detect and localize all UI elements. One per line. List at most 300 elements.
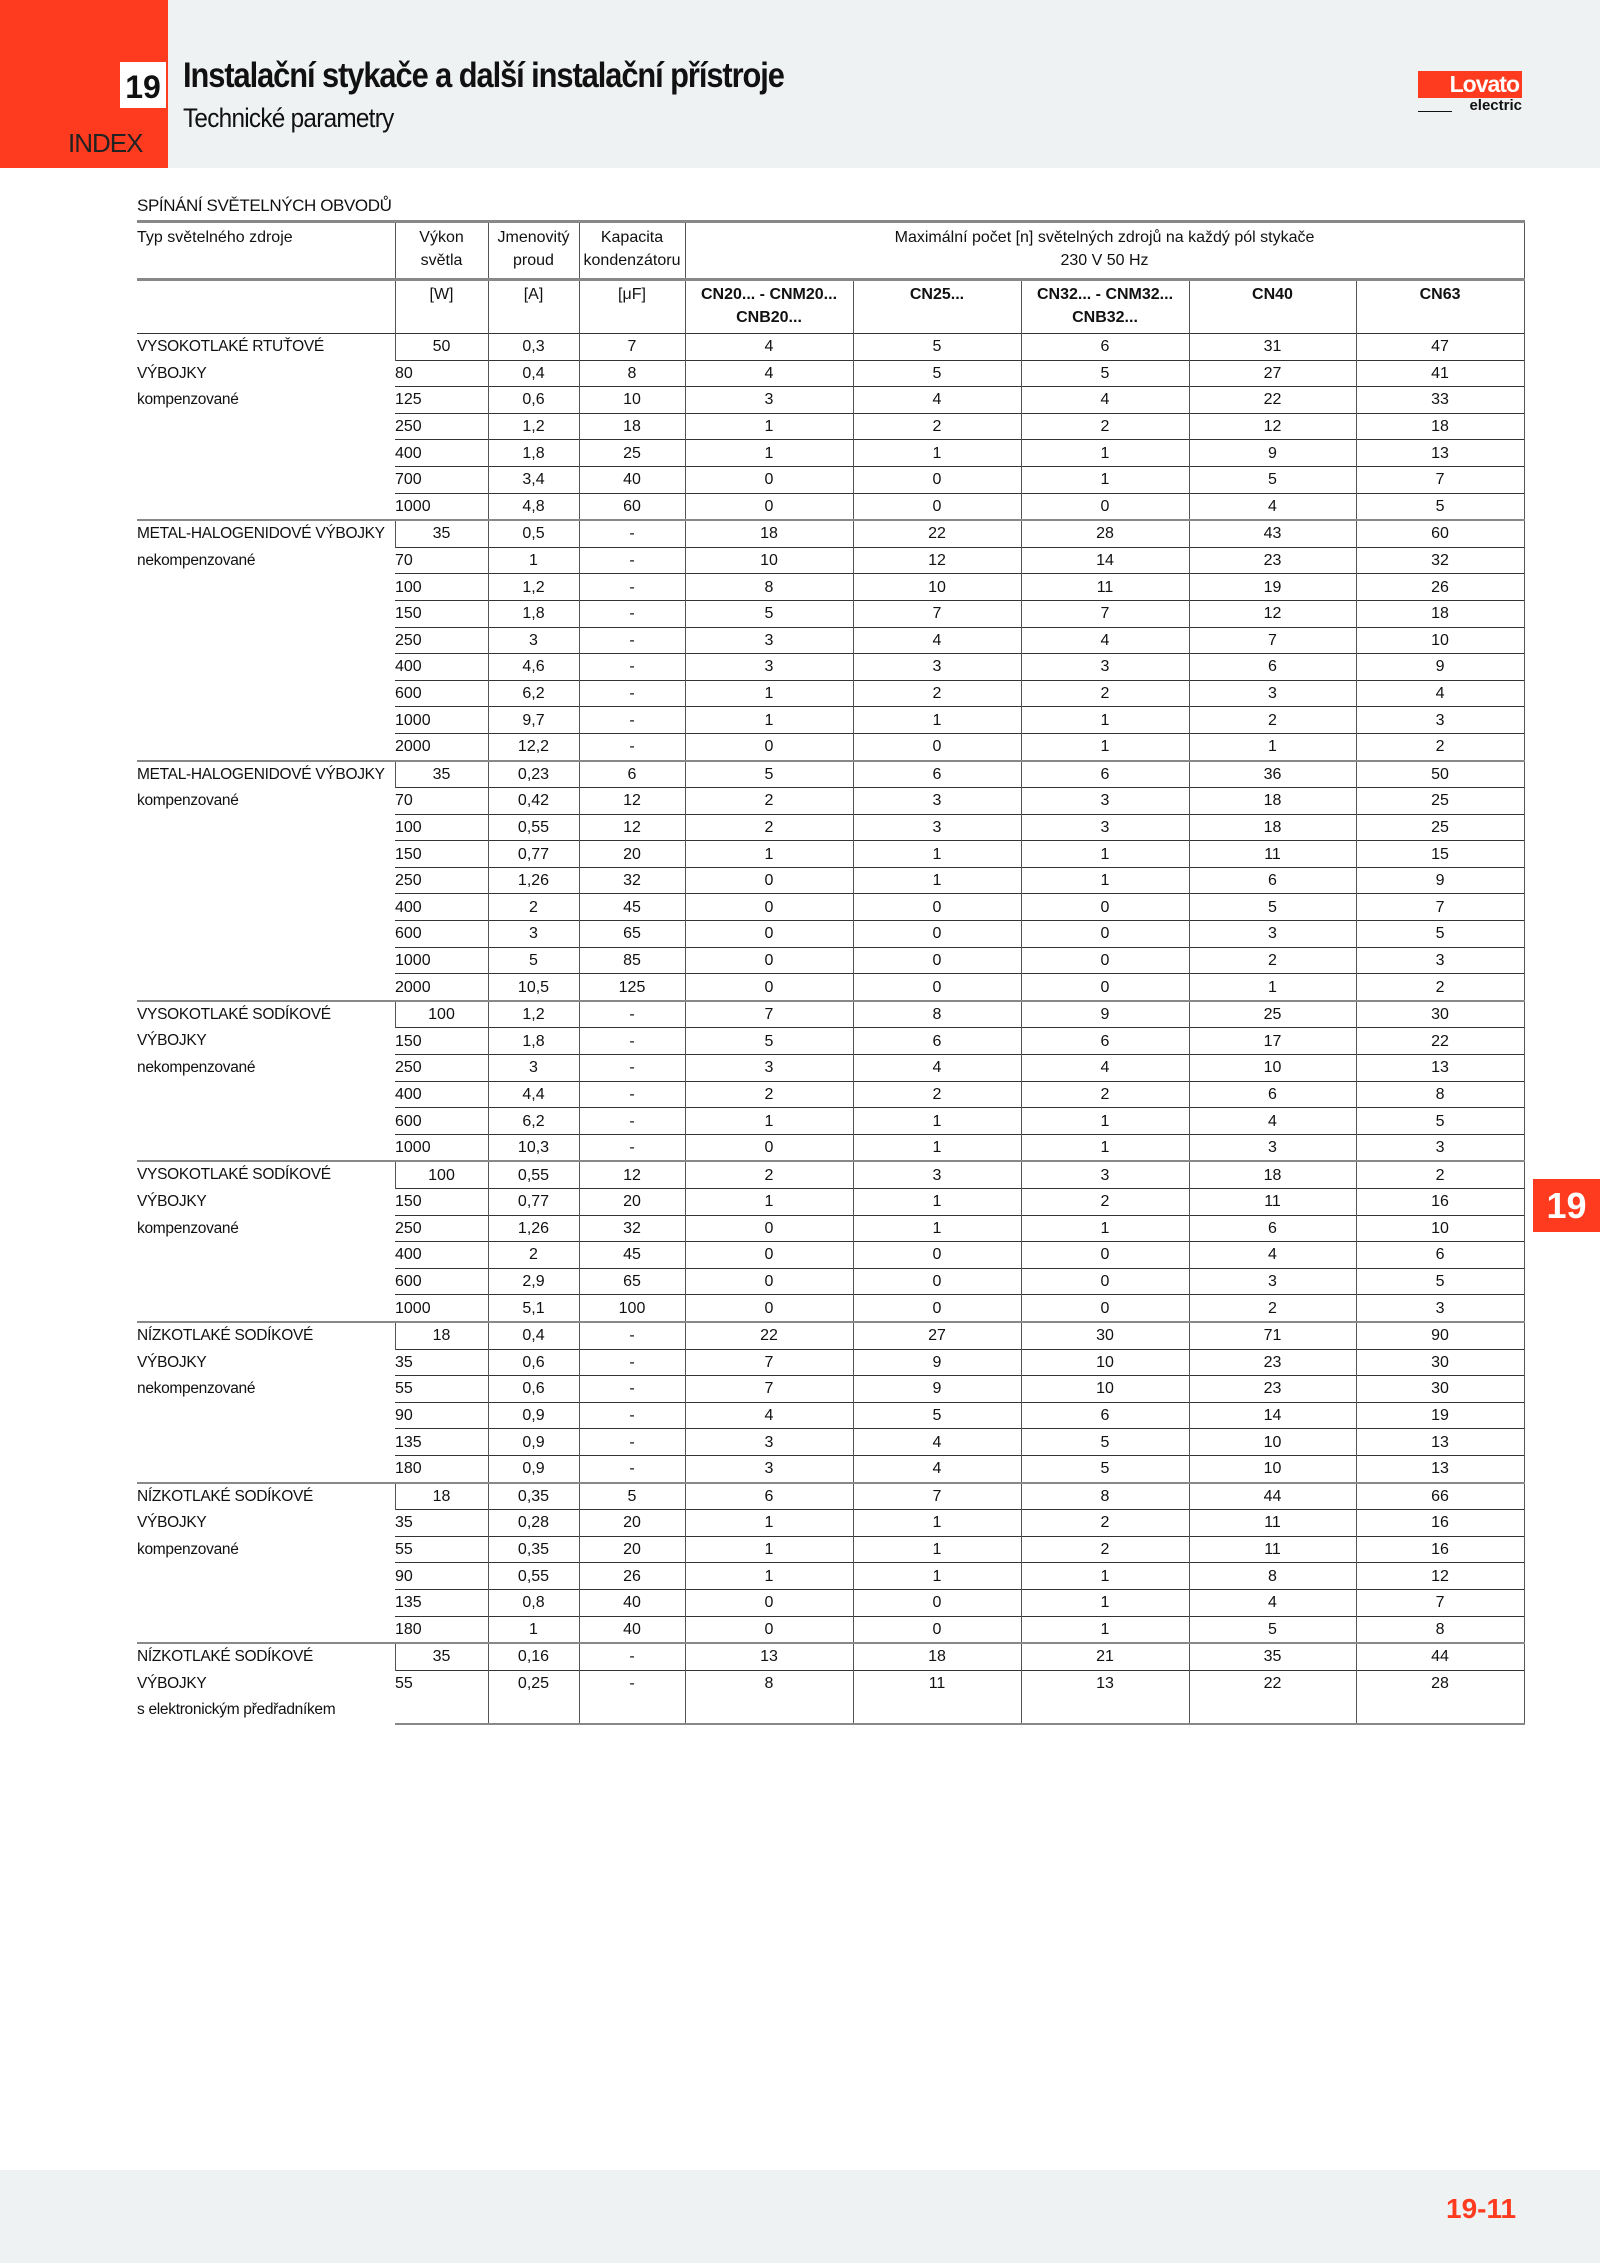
lamp-type-line: nekompenzované [137,1380,256,1398]
table-cell: 0,6 [488,387,579,414]
table-cell: 1 [853,867,1021,894]
table-cell: 1 [853,841,1021,868]
table-cell: 1 [1021,1108,1189,1135]
table-cell: 10 [1021,1349,1189,1376]
table-cell: 1 [685,1563,853,1590]
table-cell: 85 [579,947,685,974]
table-cell: 35 [395,520,488,547]
table-cell: 135 [395,1589,488,1616]
table-cell: 3 [1356,1134,1524,1161]
table-cell: 7 [1356,894,1524,921]
table-cell: 7 [1356,1589,1524,1616]
table-cell: 65 [579,1268,685,1295]
table-cell: 3 [853,788,1021,815]
table-cell: 23 [1189,1376,1356,1403]
table-cell: 6 [1189,1215,1356,1242]
table-cell: 250 [395,413,488,440]
table-cell: 4 [1021,627,1189,654]
table-cell: 13 [1356,1455,1524,1482]
table-cell: 12 [1356,1563,1524,1590]
table-cell: 4 [1189,1589,1356,1616]
table-cell: 2 [488,894,579,921]
lamp-type-line: VÝBOJKY [137,364,207,382]
table-cell: 4 [685,334,853,361]
table-cell: 400 [395,440,488,467]
table-cell: 23 [1189,1349,1356,1376]
table-cell: 2 [1189,707,1356,734]
logo-sub: electric [1418,98,1522,114]
table-cell: 18 [395,1483,488,1510]
table-cell: 12 [579,788,685,815]
table-cell: 4 [1356,680,1524,707]
table-cell: 0 [685,1616,853,1643]
table-cell: 1 [685,841,853,868]
table-cell: 8 [1021,1483,1189,1510]
section-title: SPÍNÁNÍ SVĚTELNÝCH OBVODŮ [137,196,392,215]
table-cell: 0 [853,493,1021,520]
table-cell: 700 [395,466,488,493]
table-cell: 0,4 [488,360,579,387]
table-cell: 0 [853,921,1021,948]
table-cell: 400 [395,1081,488,1108]
table-cell: 0,16 [488,1643,579,1670]
table-cell: 21 [1021,1643,1189,1670]
table-cell: 1000 [395,1295,488,1322]
table-cell: 43 [1189,520,1356,547]
table-cell: 0 [685,1295,853,1322]
table-cell: 4 [1189,1242,1356,1269]
table-cell: 1,26 [488,867,579,894]
table-cell: 35 [395,1349,488,1376]
table-cell: 18 [1189,814,1356,841]
page-subtitle: Technické parametry [183,103,394,133]
table-cell: 0,42 [488,788,579,815]
table-cell: 3 [1356,707,1524,734]
table-cell: 1000 [395,1134,488,1161]
table-cell: 5 [1021,360,1189,387]
lighting-circuits-table [137,220,1525,1725]
table-cell: 0 [853,1268,1021,1295]
table-cell: 12,2 [488,733,579,760]
lamp-type-label [137,761,395,1001]
table-cell: 1 [685,1510,853,1537]
table-cell: 13 [1021,1670,1189,1724]
table-cell: 8 [685,1670,853,1724]
table-cell: 0,77 [488,841,579,868]
table-cell: 18 [1189,1161,1356,1188]
table-cell: 400 [395,894,488,921]
lamp-type-line: VYSOKOTLAKÉ SODÍKOVÉ [137,1005,331,1023]
table-cell: 18 [1189,788,1356,815]
lamp-type-label [137,520,395,760]
table-cell: 150 [395,841,488,868]
table-cell: 7 [685,1349,853,1376]
table-cell: 3 [1189,1268,1356,1295]
table-cell: 0,28 [488,1510,579,1537]
table-cell: 44 [1356,1643,1524,1670]
page-title: Instalační stykače a další instalační přístroje [183,56,784,95]
lamp-type-label [137,1483,395,1644]
table-cell: 1 [1021,1563,1189,1590]
header-power: Výkon světla [395,222,488,280]
table-cell: 27 [1189,360,1356,387]
table-cell: 0 [1021,894,1189,921]
lamp-type-line: VYSOKOTLAKÉ RTUŤOVÉ [137,338,324,355]
table-row [137,1643,1524,1670]
table-cell: 11 [1021,574,1189,601]
table-cell: 65 [579,921,685,948]
table-cell: 55 [395,1376,488,1403]
table-cell: 12 [1189,600,1356,627]
table-cell: 150 [395,1028,488,1055]
lamp-type-line: VÝBOJKY [137,1032,207,1050]
table-cell: 2 [853,413,1021,440]
table-cell: 60 [1356,520,1524,547]
table-cell: 1 [685,1189,853,1216]
table-cell: 0 [853,1295,1021,1322]
table-cell: 4 [1021,1055,1189,1082]
table-cell: 25 [1356,814,1524,841]
lamp-type-line: VÝBOJKY [137,1353,207,1371]
table-cell: 30 [1021,1322,1189,1349]
table-cell: 4 [1189,1108,1356,1135]
table-cell: 27 [853,1322,1021,1349]
table-cell: 0,6 [488,1349,579,1376]
table-cell: 1,8 [488,1028,579,1055]
table-cell: 5 [488,947,579,974]
table-cell: 3 [1021,654,1189,681]
lamp-type-line: kompenzované [137,391,239,409]
table-cell: - [579,1429,685,1456]
table-cell: 5 [1356,921,1524,948]
table-cell: 6 [1021,761,1189,788]
logo-brand: Lovato [1418,71,1522,98]
table-cell: 3 [853,654,1021,681]
table-cell: 1000 [395,947,488,974]
table-cell: 10,5 [488,974,579,1001]
table-cell: 1 [1021,1589,1189,1616]
table-cell: 4,6 [488,654,579,681]
table-cell: - [579,1108,685,1135]
table-cell: 33 [1356,387,1524,414]
table-cell: 70 [395,547,488,574]
table-cell: 11 [1189,1536,1356,1563]
table-cell: 12 [1189,413,1356,440]
table-cell: 10 [1189,1055,1356,1082]
table-cell: 80 [395,360,488,387]
table-cell: 3 [1356,947,1524,974]
table-cell: 3 [685,387,853,414]
table-cell: 22 [685,1322,853,1349]
table-cell: 1 [853,1563,1021,1590]
table-cell: 2 [1021,680,1189,707]
table-cell: 5 [853,1402,1021,1429]
table-cell: 18 [579,413,685,440]
table-cell: 0 [853,894,1021,921]
chapter-number: 19 [120,62,166,108]
table-cell: 2 [1021,1536,1189,1563]
table-cell: 3 [685,1455,853,1482]
table-cell: 2 [1021,1081,1189,1108]
table-cell: 7 [1189,627,1356,654]
table-cell: 1 [853,1215,1021,1242]
table-cell: 3 [1189,1134,1356,1161]
table-cell: 600 [395,680,488,707]
table-cell: 8 [1189,1563,1356,1590]
table-cell: 66 [1356,1483,1524,1510]
table-cell: 7 [685,1001,853,1028]
table-cell: 3 [1021,814,1189,841]
lamp-type-line: METAL-HALOGENIDOVÉ VÝBOJKY [137,525,385,543]
table-cell: 8 [685,574,853,601]
table-cell: 6 [1189,654,1356,681]
table-cell: 5 [1189,894,1356,921]
table-cell: 20 [579,1510,685,1537]
table-row [137,1001,1524,1028]
table-cell: 1 [853,1189,1021,1216]
table-cell: 13 [1356,440,1524,467]
page-number: 19-11 [1446,2193,1517,2224]
unit-uf: [μF] [579,280,685,334]
table-cell: 0 [1021,1268,1189,1295]
table-cell: 400 [395,1242,488,1269]
table-cell: 60 [579,493,685,520]
table-cell: 250 [395,1055,488,1082]
table-cell: 90 [1356,1322,1524,1349]
table-cell: 0 [1021,1242,1189,1269]
table-cell: 1000 [395,707,488,734]
table-cell: 3 [685,627,853,654]
table-cell: 28 [1356,1670,1524,1724]
table-cell: 11 [1189,841,1356,868]
table-cell: 12 [853,547,1021,574]
header-empty [137,280,395,334]
table-cell: - [579,1402,685,1429]
table-cell: 1 [685,1108,853,1135]
header-current: Jmenovitý proud [488,222,579,280]
table-row [137,1322,1524,1349]
table-cell: 6 [1021,1028,1189,1055]
table-cell: 1 [685,1536,853,1563]
table-cell: 25 [1356,788,1524,815]
lamp-type-line: kompenzované [137,1540,239,1558]
table-cell: 3 [1189,680,1356,707]
table-cell: 0 [853,733,1021,760]
table-cell: 1 [853,1134,1021,1161]
table-cell: 5 [1356,493,1524,520]
table-cell: 11 [853,1670,1021,1724]
table-cell: 1,2 [488,574,579,601]
table-cell: 0,9 [488,1402,579,1429]
header-capacity: Kapacita kondenzátoru [579,222,685,280]
table-cell: 25 [579,440,685,467]
table-cell: 8 [853,1001,1021,1028]
table-cell: 1 [685,440,853,467]
table-cell: 5 [1189,1616,1356,1643]
table-cell: 3 [1356,1295,1524,1322]
table-cell: 3 [488,921,579,948]
table-cell: - [579,654,685,681]
table-cell: - [579,520,685,547]
table-cell: 30 [1356,1001,1524,1028]
table-cell: 0 [685,1268,853,1295]
table-cell: - [579,547,685,574]
table-cell: 32 [1356,547,1524,574]
table-cell: 5 [1356,1268,1524,1295]
table-cell: 6,2 [488,1108,579,1135]
table-cell: 0 [1021,493,1189,520]
table-cell: 2000 [395,733,488,760]
lamp-type-label [137,1643,395,1724]
table-cell: 250 [395,867,488,894]
table-cell: 32 [579,867,685,894]
table-cell: 0 [853,466,1021,493]
table-cell: 1 [488,1616,579,1643]
table-cell: 1 [1021,440,1189,467]
table-cell: 20 [579,1189,685,1216]
table-cell: 0 [685,1134,853,1161]
table-cell: 8 [1356,1616,1524,1643]
table-cell: 0,9 [488,1429,579,1456]
table-cell: 1000 [395,493,488,520]
table-cell: 5 [579,1483,685,1510]
table-cell: 1,8 [488,600,579,627]
table-cell: 1 [1021,707,1189,734]
table-cell: 47 [1356,334,1524,361]
table-cell: 1 [1021,1134,1189,1161]
table-cell: 2 [685,1081,853,1108]
table-cell: 22 [1356,1028,1524,1055]
table-cell: 40 [579,466,685,493]
table-cell: 4 [853,1055,1021,1082]
table-cell: 16 [1356,1510,1524,1537]
table-cell: 150 [395,600,488,627]
table-cell: 0,55 [488,814,579,841]
table-cell: 0 [853,1616,1021,1643]
table-cell: 71 [1189,1322,1356,1349]
lamp-type-line: nekompenzované [137,551,256,569]
table-cell: 0 [685,947,853,974]
table-cell: 10 [1189,1455,1356,1482]
table-cell: 0 [685,1589,853,1616]
lamp-type-label [137,1161,395,1322]
table-cell: 4 [853,627,1021,654]
table-cell: 6 [1021,334,1189,361]
table-row [137,1483,1524,1510]
table-cell: 2000 [395,974,488,1001]
lamp-type-line: NÍZKOTLAKÉ SODÍKOVÉ [137,1648,314,1666]
model-cn25: CN25... [853,280,1021,334]
table-cell: 4 [1021,387,1189,414]
table-cell: 6 [853,761,1021,788]
table-cell: 1 [1021,466,1189,493]
table-cell: 1 [685,680,853,707]
table-cell: - [579,1349,685,1376]
table-cell: - [579,1376,685,1403]
table-cell: 100 [395,1001,488,1028]
table-cell: 1 [1021,867,1189,894]
table-cell: 2 [685,1161,853,1188]
table-cell: 7 [853,600,1021,627]
table-cell: 1 [685,707,853,734]
table-cell: - [579,1134,685,1161]
table-cell: 1 [1021,1215,1189,1242]
table-cell: 1 [1021,1616,1189,1643]
table-cell: 12 [579,1161,685,1188]
lamp-type-label [137,1322,395,1483]
table-cell: 19 [1189,574,1356,601]
table-cell: 2 [1021,413,1189,440]
table-cell: 2 [488,1242,579,1269]
lamp-type-line: kompenzované [137,792,239,810]
table-cell: - [579,707,685,734]
table-cell: 41 [1356,360,1524,387]
table-cell: 2 [1189,947,1356,974]
table-cell: 0 [685,894,853,921]
table-cell: 1 [1021,733,1189,760]
table-cell: 31 [1189,334,1356,361]
table-cell: 2 [1356,974,1524,1001]
table-cell: 50 [395,334,488,361]
table-cell: 0 [1021,1295,1189,1322]
table-cell: 0 [685,974,853,1001]
chapter-side-tab[interactable]: 19 [1533,1179,1600,1232]
table-cell: 0,8 [488,1589,579,1616]
table-cell: 9,7 [488,707,579,734]
table-cell: - [579,574,685,601]
table-cell: 7 [685,1376,853,1403]
index-link[interactable]: INDEX [68,128,143,158]
table-cell: 0 [1021,974,1189,1001]
table-cell: 180 [395,1616,488,1643]
lamp-type-label [137,334,395,521]
table-cell: 3,4 [488,466,579,493]
lamp-type-line: NÍZKOTLAKÉ SODÍKOVÉ [137,1326,314,1344]
table-cell: 2 [1021,1510,1189,1537]
table-cell: 30 [1356,1376,1524,1403]
table-cell: 3 [853,1161,1021,1188]
table-cell: 10 [853,574,1021,601]
table-cell: 11 [1189,1510,1356,1537]
lovato-logo [1418,71,1522,114]
table-cell: 1 [685,413,853,440]
table-cell: 1,8 [488,440,579,467]
table-cell: - [579,733,685,760]
table-cell: 14 [1021,547,1189,574]
table-cell: 10,3 [488,1134,579,1161]
table-cell: 3 [488,627,579,654]
table-cell: 3 [685,1055,853,1082]
table-cell: 0 [1021,947,1189,974]
table-cell: 0,55 [488,1563,579,1590]
table-cell: 6 [579,761,685,788]
table-cell: 1 [1189,733,1356,760]
unit-a: [A] [488,280,579,334]
table-cell: 0,4 [488,1322,579,1349]
table-cell: 8 [1356,1081,1524,1108]
table-cell: 40 [579,1616,685,1643]
lamp-type-line: s elektronickým předřadníkem [137,1701,336,1719]
table-cell: 12 [579,814,685,841]
table-cell: 3 [685,654,853,681]
table-cell: 22 [1189,387,1356,414]
table-cell: 16 [1356,1536,1524,1563]
model-cn63: CN63 [1356,280,1524,334]
table-cell: 4 [853,1455,1021,1482]
table-cell: 0 [853,1589,1021,1616]
table-cell: 2 [1356,1161,1524,1188]
table-cell: 18 [685,520,853,547]
